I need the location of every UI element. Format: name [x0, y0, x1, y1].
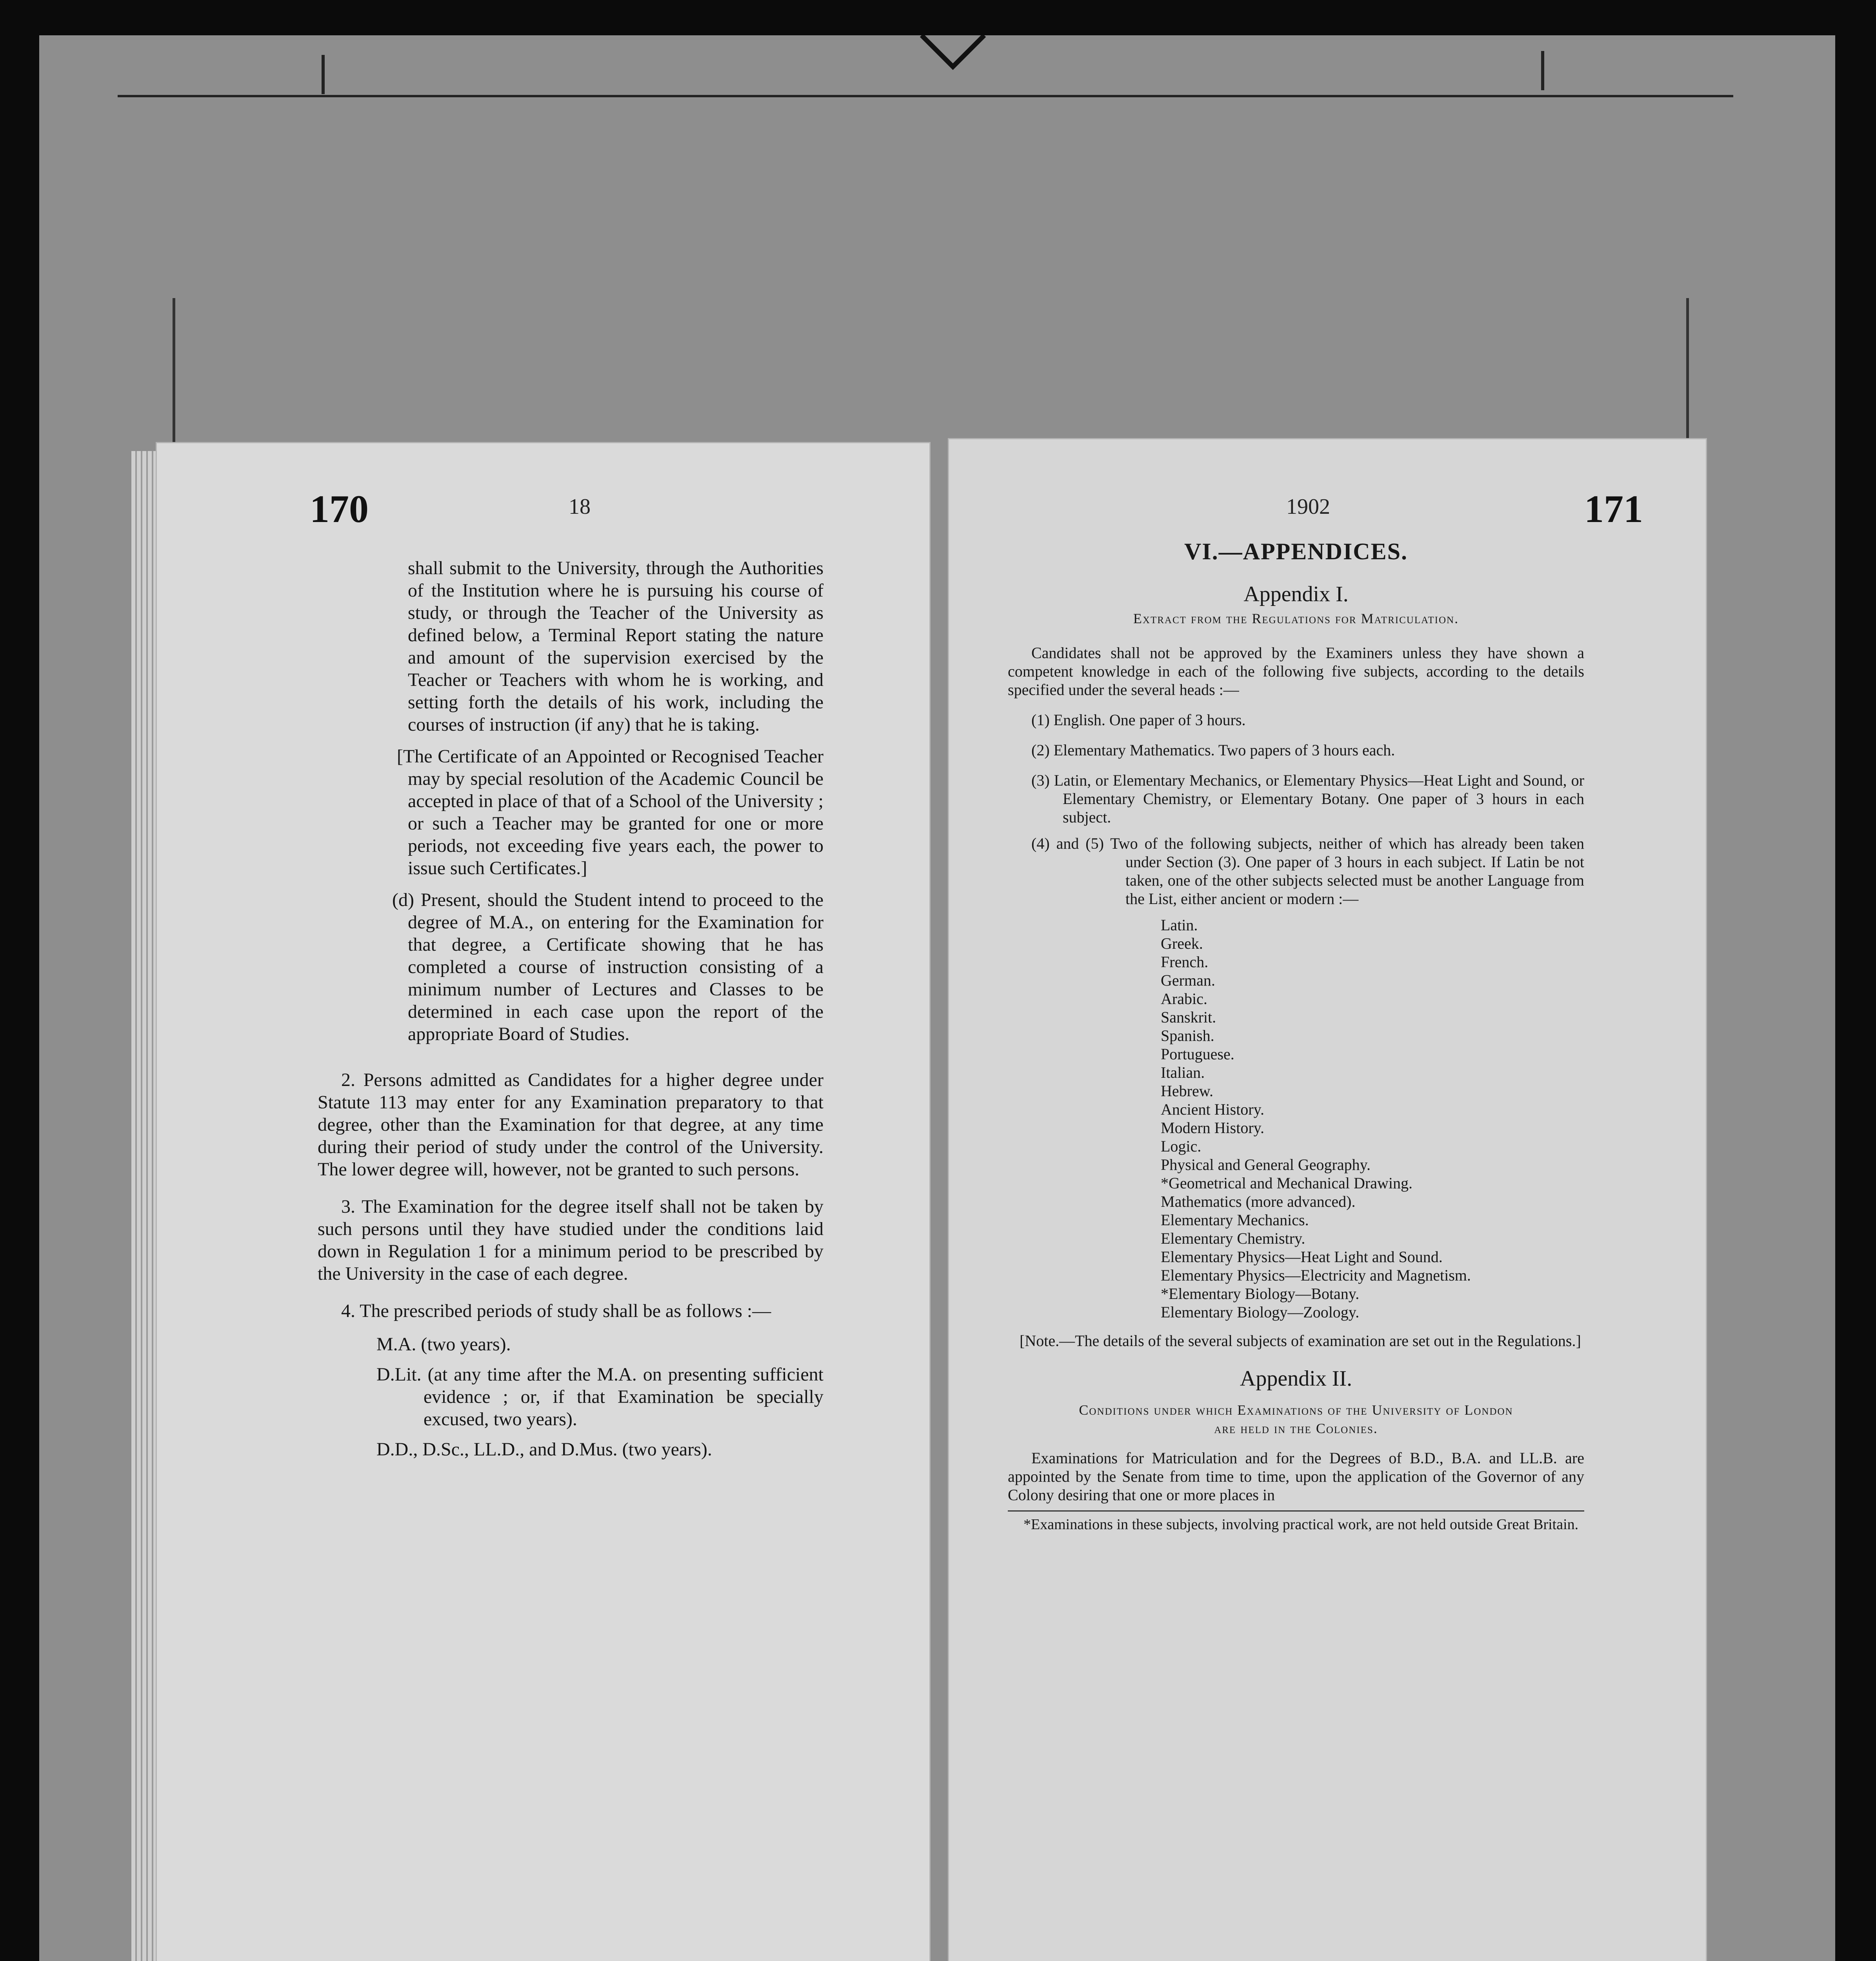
chevron-mark-icon — [918, 35, 988, 71]
subject-list-item: *Elementary Biology—Botany. — [1161, 1285, 1360, 1302]
subject-list — [1008, 916, 1584, 1321]
subject-item-3: (3) Latin, or Elementary Mechanics, or Elementary Physics—Heat Light and Sound, or Elementary Chemistry, or Elementary Botany. One paper of 3 hours in each subject. — [1031, 771, 1584, 826]
subject-list-item: *Geometrical and Mechanical Drawing. — [1161, 1174, 1412, 1192]
subject-list-item: Latin. — [1161, 916, 1198, 934]
paragraph-3-examination: 3. The Examination for the degree itself shall not be taken by such persons until they have studied under the conditions laid down in Regulation 1 for a minimum period to be prescribed by the University in the case of each degree. — [318, 1196, 823, 1284]
subject-list-item: German. — [1161, 971, 1215, 989]
subject-item-4-5: (4) and (5) Two of the following subjects, neither of which has already been taken under Section (3). One paper of 3 hours in each subject. If Latin be not taken, one of the other subjects selected must be another Language from the List, either ancient or modern :— — [1031, 835, 1584, 908]
subject-item-2: (2) Elementary Mathematics. Two papers of 3 hours each. — [1031, 741, 1395, 759]
subject-list-item: Logic. — [1161, 1137, 1202, 1155]
top-tick-right — [1541, 51, 1544, 90]
subject-item-1: (1) English. One paper of 3 hours. — [1031, 711, 1246, 729]
appendix-1-subtitle: Extract from the Regulations for Matriculation. — [1133, 611, 1459, 626]
left-page-body — [318, 557, 823, 1461]
subject-list-item: Elementary Chemistry. — [1161, 1230, 1305, 1247]
right-page-number: 171 — [1584, 487, 1643, 531]
appendix-1-intro: Candidates shall not be approved by the Examiners unless they have shown a competent knowledge in each of the following five subjects, according to the details specified under the several heads :— — [1008, 644, 1584, 699]
period-ma: M.A. (two years). — [376, 1334, 511, 1355]
period-dd-dsc: D.D., D.Sc., LL.D., and D.Mus. (two years). — [376, 1439, 712, 1460]
appendix-2-text: Examinations for Matriculation and for the Degrees of B.D., B.A. and LL.B. are appointed by the Senate from time to time, upon the application of the Governor of any Colony desiring that one or more places in — [1008, 1449, 1584, 1504]
appendix-2-subtitle: Conditions under which Examinations of the University of London are held in the Colonies. — [1079, 1402, 1513, 1436]
subject-list-item: Elementary Biology—Zoology. — [1161, 1303, 1360, 1321]
book-page-edges — [131, 451, 159, 1961]
left-signature-mark: 18 — [569, 495, 591, 519]
right-page — [949, 439, 1706, 1961]
subject-list-item: Hebrew. — [1161, 1082, 1214, 1100]
subject-list-item: Modern History. — [1161, 1119, 1265, 1137]
paragraph-terminal-report: shall submit to the University, through the Authorities of the Institution where he is pursuing his course of study, or through the Teacher of the University as defined below, a Terminal Report stating the nature and amount of the supervision exercised by the Teacher or Teachers with whom he is working, and setting forth the details of his work, including the courses of instruction (if any) that he is taking. — [408, 558, 823, 735]
subject-list-item: Elementary Mechanics. — [1161, 1211, 1309, 1229]
guide-line-left-top — [173, 298, 175, 447]
subject-list-item: Spanish. — [1161, 1027, 1214, 1044]
subject-list-item: French. — [1161, 953, 1209, 971]
paragraph-2-higher-degree: 2. Persons admitted as Candidates for a higher degree under Statute 113 may enter for any Examination preparatory to that degree, other than the Examination for that degree, at any time during their period of study under the control of the University. The lower degree will, however, not be granted to such persons. — [318, 1070, 823, 1180]
subject-list-item: Portuguese. — [1161, 1045, 1234, 1063]
left-page-number: 170 — [310, 487, 369, 531]
appendix-1-title: Appendix I. — [1243, 582, 1349, 606]
appendix-2-title: Appendix II. — [1240, 1366, 1352, 1391]
paragraph-4-periods: 4. The prescribed periods of study shall be as follows :— — [341, 1301, 771, 1321]
footnote-rule — [1008, 1510, 1584, 1512]
appendix-1-note: [Note.—The details of the several subjects of examination are set out in the Regulations.] — [1020, 1332, 1581, 1350]
top-tick-left — [322, 55, 325, 94]
guide-line-right-top — [1686, 298, 1689, 443]
subject-list-item: Elementary Physics—Electricity and Magnetism. — [1161, 1266, 1471, 1284]
right-signature-mark: 1902 — [1286, 495, 1330, 519]
period-dlit: D.Lit. (at any time after the M.A. on presenting sufficient evidence ; or, if that Examination be specially excused, two years). — [376, 1364, 823, 1430]
footnote: *Examinations in these subjects, involving practical work, are not held outside Great Britain. — [1023, 1516, 1579, 1533]
top-rule — [118, 95, 1733, 97]
subject-list-item: Greek. — [1161, 935, 1203, 952]
paragraph-d-present: (d) Present, should the Student intend to proceed to the degree of M.A., on entering for the Examination for that degree, a Certificate showing that he has completed a course of instruction consisting of a minimum number of Lectures and Classes to be determined in each case upon the report of the appropriate Board of Studies. — [392, 890, 823, 1044]
left-page — [157, 443, 929, 1961]
section-title: VI.—APPENDICES. — [1184, 538, 1408, 564]
subject-list-item: Italian. — [1161, 1064, 1205, 1081]
right-page-body — [1008, 537, 1584, 1534]
subject-list-item: Arabic. — [1161, 990, 1207, 1008]
subject-list-item: Sanskrit. — [1161, 1008, 1216, 1026]
subject-list-item: Physical and General Geography. — [1161, 1156, 1371, 1173]
paragraph-certificate-note: [The Certificate of an Appointed or Recognised Teacher may by special resolution of the Academic Council be accepted in place of that of a School of the University ; or such a Teacher may be granted for one or more periods, not exceeding five years each, the power to issue such Certificates.] — [397, 746, 823, 879]
subject-list-item: Mathematics (more advanced). — [1161, 1193, 1356, 1210]
subject-list-item: Elementary Physics—Heat Light and Sound. — [1161, 1248, 1443, 1266]
subject-list-item: Ancient History. — [1161, 1101, 1265, 1118]
